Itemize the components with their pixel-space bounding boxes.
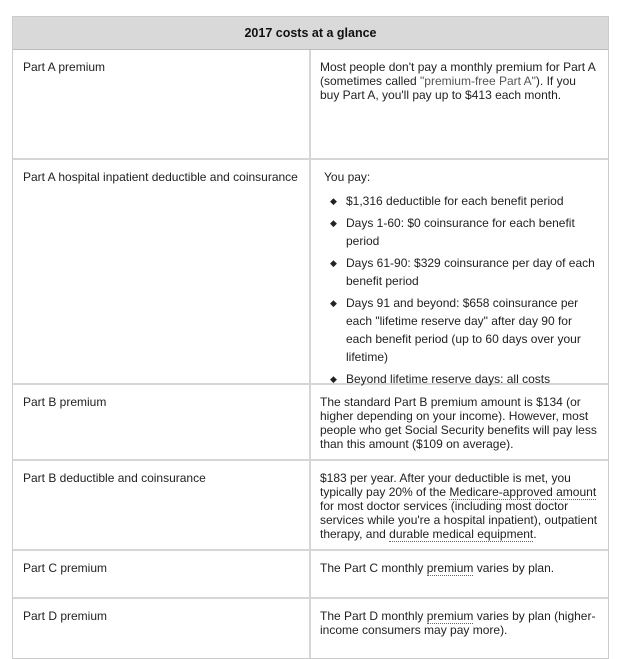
diamond-bullet-icon: ◆: [330, 374, 337, 384]
text-segment: Most people don't pay a monthly premium for Part A (sometimes called: [320, 60, 596, 88]
text-segment: $183 per year. After your deductible is met, you typically pay 20% of the: [320, 471, 571, 499]
list-item: ◆ Days 61-90: $329 coinsurance per day of each benefit period: [330, 256, 595, 288]
table-row: [13, 160, 608, 385]
durable-medical-equipment-link[interactable]: durable medical equipment: [389, 527, 534, 541]
text-segment: .: [533, 527, 537, 541]
text-segment: for most doctor services (including most doctor services while you're a hospital inpatient), outpatient therapy, and: [320, 499, 598, 541]
you-pay-intro: You pay:: [324, 170, 371, 184]
premium-free-part-a-link[interactable]: "premium-free Part A": [420, 74, 536, 88]
text-segment: The Part C monthly: [320, 561, 427, 575]
table-row: [13, 551, 608, 599]
diamond-bullet-icon: ◆: [330, 218, 337, 228]
costs-table: [12, 16, 609, 659]
row-label: Part A premium: [13, 50, 311, 158]
list-item: ◆ Beyond lifetime reserve days: all costs: [330, 372, 551, 386]
row-value: [311, 160, 608, 386]
text-segment: The Part D monthly: [320, 609, 427, 623]
list-item: ◆ Days 1-60: $0 coinsurance for each benefit period: [330, 216, 575, 248]
list-item: ◆ $1,316 deductible for each benefit period: [330, 194, 564, 208]
row-label: Part B premium: [13, 385, 311, 459]
medicare-approved-amount-link[interactable]: Medicare-approved amount: [449, 485, 597, 499]
text-segment: ). If you buy Part A, you'll pay up to $413 each month.: [320, 74, 576, 102]
premium-link[interactable]: premium: [426, 561, 474, 575]
row-value: [311, 50, 608, 158]
row-value: The standard Part B premium amount is $134 (or higher depending on your income). However, most people who get Social Security benefits will pay less than this amount ($109 on average).: [320, 395, 597, 451]
diamond-bullet-icon: ◆: [330, 298, 337, 308]
diamond-bullet-icon: ◆: [330, 196, 337, 206]
row-label: Part A hospital inpatient deductible and coinsurance: [13, 160, 311, 383]
list-item: ◆ Days 91 and beyond: $658 coinsurance per each "lifetime reserve day" after day 90 for each benefit period (up to 60 days over your lifetime): [330, 296, 581, 364]
table-row: [13, 50, 608, 160]
text-segment: varies by plan.: [473, 561, 555, 575]
premium-link[interactable]: premium: [426, 609, 474, 623]
row-label: Part D premium: [13, 599, 311, 658]
row-value: [311, 461, 608, 549]
table-title: 2017 costs at a glance: [244, 26, 377, 40]
table-row: [13, 385, 608, 461]
row-label: Part C premium: [13, 551, 311, 597]
row-value: [311, 599, 608, 658]
cost-bullet-list: [324, 192, 598, 388]
text-segment: varies by plan (higher-income consumers may pay more).: [320, 609, 596, 637]
diamond-bullet-icon: ◆: [330, 258, 337, 268]
table-row: [13, 461, 608, 551]
table-header: [13, 17, 608, 50]
row-value: [311, 551, 608, 597]
table-row: [13, 599, 608, 658]
row-label: Part B deductible and coinsurance: [13, 461, 311, 549]
